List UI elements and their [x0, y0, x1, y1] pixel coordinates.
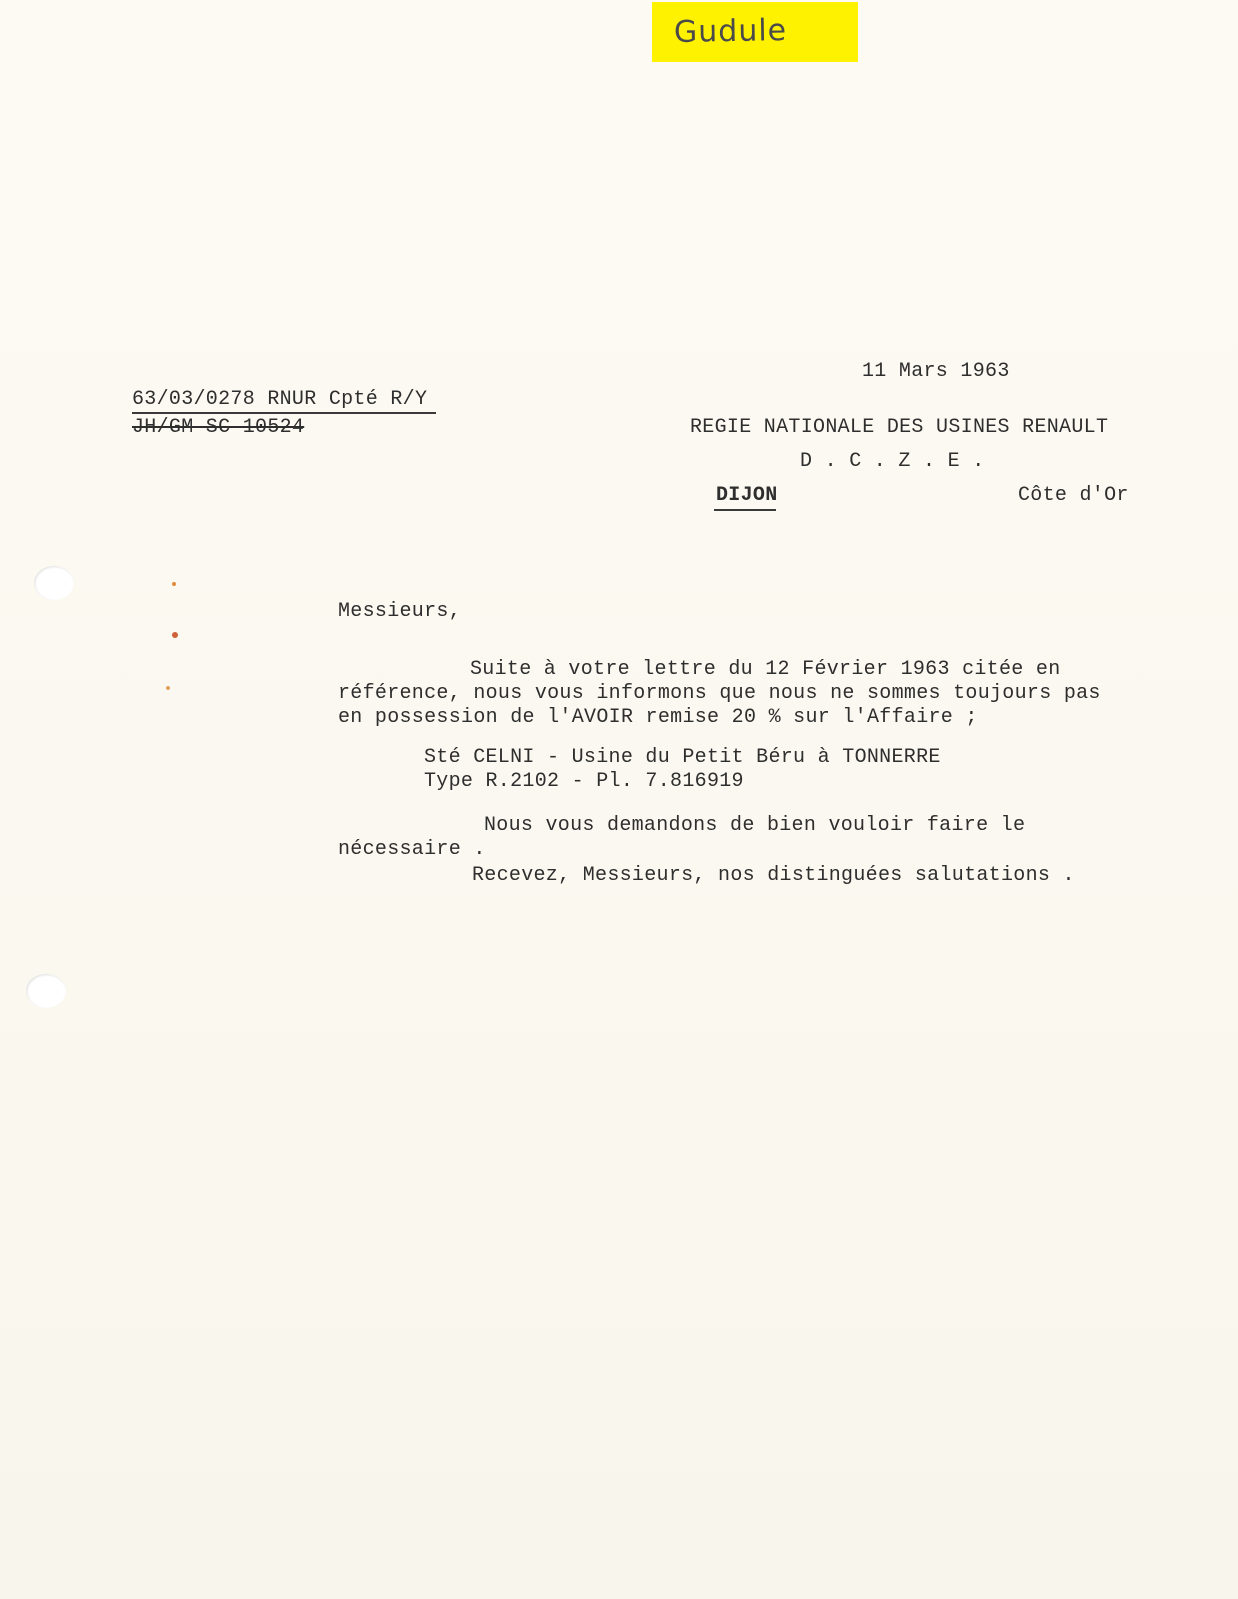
body-para2-line2: nécessaire . [338, 838, 486, 861]
handwritten-note: Gudule [673, 13, 788, 50]
salutation: Messieurs, [338, 600, 462, 623]
recipient-city: DIJON [716, 484, 778, 507]
rust-speck [166, 686, 170, 690]
recipient-company: REGIE NATIONALE DES USINES RENAULT [690, 416, 1109, 439]
sticky-note [652, 2, 858, 62]
letter-date: 11 Mars 1963 [862, 360, 1010, 383]
rust-speck [172, 632, 178, 638]
recipient-region: Côte d'Or [1018, 484, 1129, 507]
recipient-department: D . C . Z . E . [800, 450, 985, 473]
reference-line-2: JH/GM SC 10524 [132, 416, 305, 439]
body-item-line2: Type R.2102 - Pl. 7.816919 [424, 770, 744, 793]
body-para1-line2: référence, nous vous informons que nous ne sommes toujours pas [338, 682, 1101, 705]
body-para1-line1: Suite à votre lettre du 12 Février 1963 citée en [470, 658, 1061, 681]
body-item-line1: Sté CELNI - Usine du Petit Béru à TONNERRE [424, 746, 941, 769]
closing-line: Recevez, Messieurs, nos distinguées salutations . [472, 864, 1075, 887]
body-para1-line3: en possession de l'AVOIR remise 20 % sur l'Affaire ; [338, 706, 978, 729]
rust-speck [172, 582, 176, 586]
punch-hole-top [34, 566, 74, 600]
city-underline [714, 509, 776, 511]
body-para2-line1: Nous vous demandons de bien vouloir faire le [484, 814, 1026, 837]
punch-hole-bottom [26, 974, 66, 1008]
reference-line-1: 63/03/0278 RNUR Cpté R/Y [132, 388, 428, 411]
reference-rule [132, 412, 436, 414]
